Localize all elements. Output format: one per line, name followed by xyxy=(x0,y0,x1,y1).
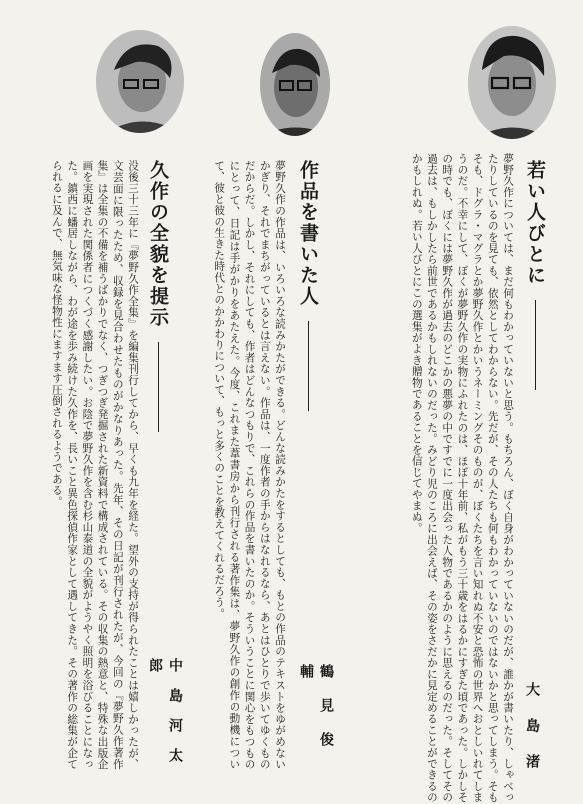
essay-body: 夢野久作については、まだ何もわかっていないと思う。もちろん、ぼく自身がわかっていないのだが、誰かが書いたり、しゃべったりしているのを見ても、依然としてわからない。先だが、その人たちも何もわかっていないのではないかと思ってしまう。そもそも、ドグラ・マグラとか夢野久作とかいうネーミングそのものが、ぼくたちを言い知れぬ不安と恐怖の世界へおとしいれてしまうのだ。不幸にして、ぼくが夢野久作の実物にふれたのは、ほぼ十年前、私がもう三十歳をはるかにすぎた頃であった。しかしその時でも、ぼくには夢野久作が過去のどこかの悪夢の中ですでに一度出会った人物であるかのように思えるのだった。そしてその過去は、もしかしたら前世であるかもしれないのだった。みどり児のころに出会えば、その姿をさだかに見定めることができるのかもしれぬ。若い人びとにこの選集がよき贈物であることを信じてやまぬ。 xyxy=(410,153,514,803)
portrait-image xyxy=(468,26,556,139)
section-title-text: 作品を書いた人 xyxy=(297,160,319,307)
portrait-photo-oshima xyxy=(468,26,556,139)
essay-body: 夢野久作の作品は、いろいろな読みかたができる。どんな読みかたをするとしても、もとの作品のテキストをゆがめないかぎり、それでまちがっているとは言えない。作品は、一度作者の手からはなれるなら、あとはひとりで歩いてゆくものだからだ。しかし、それにしても、作者はどんなつもりで、これらの作品を書いたのか。そういうことに関心をもつものにとって、日記は手がかりをあたえた。今度、これまた葦書房から刊行される著作集は、夢野久作の創作の動機について、彼と彼の生きた時代とのかかわりについて、もっと多くのことを教えてくれるだろう。 xyxy=(213,160,286,770)
portrait-photo-nakajima xyxy=(96,30,184,133)
title-rule xyxy=(535,300,536,390)
portrait-image xyxy=(260,33,330,136)
portrait-photo-tsurumi xyxy=(260,33,330,136)
section-title xyxy=(295,160,322,600)
author-name: 大島渚 xyxy=(524,682,540,790)
section-title-text: 久作の全貌を提示 xyxy=(147,160,169,328)
essay-body: 没後三十三年に『夢野久作全集』を編集刊行してから、早くも九年を経た。望外の支持が得られたことは嬉しかったが、文芸面に限ったため、収録を見合わせたものがかなりあった。先年、その日記が刊行されたが、今回の『夢野久作著作集』は全集の不備を補うばかりでなく、つぎつぎ発掘された新資料で構成されている。その収集の熱意と、特殊な出版企画を実現された関係者につくづく感謝したい。お陰で夢野久作を含む杉山泰道の全貌がようやく照明を浴びることになった。鎮西に蟠居しながら、わが途を歩み続けた久作を、長いこと異色探偵作家として遇してきた。その著作の総集が企てられるに及んで、無気味な怪物性にますます圧倒されるようである。 xyxy=(50,160,139,770)
section-title xyxy=(522,160,549,630)
section-title-text: 若い人びとに xyxy=(524,160,546,286)
portrait-image xyxy=(96,30,184,133)
title-rule xyxy=(308,321,309,411)
author-name: 中島河太郎 xyxy=(147,658,183,778)
title-rule xyxy=(158,342,159,432)
section-title xyxy=(145,160,172,640)
author-name: 鶴見俊輔 xyxy=(298,664,334,766)
